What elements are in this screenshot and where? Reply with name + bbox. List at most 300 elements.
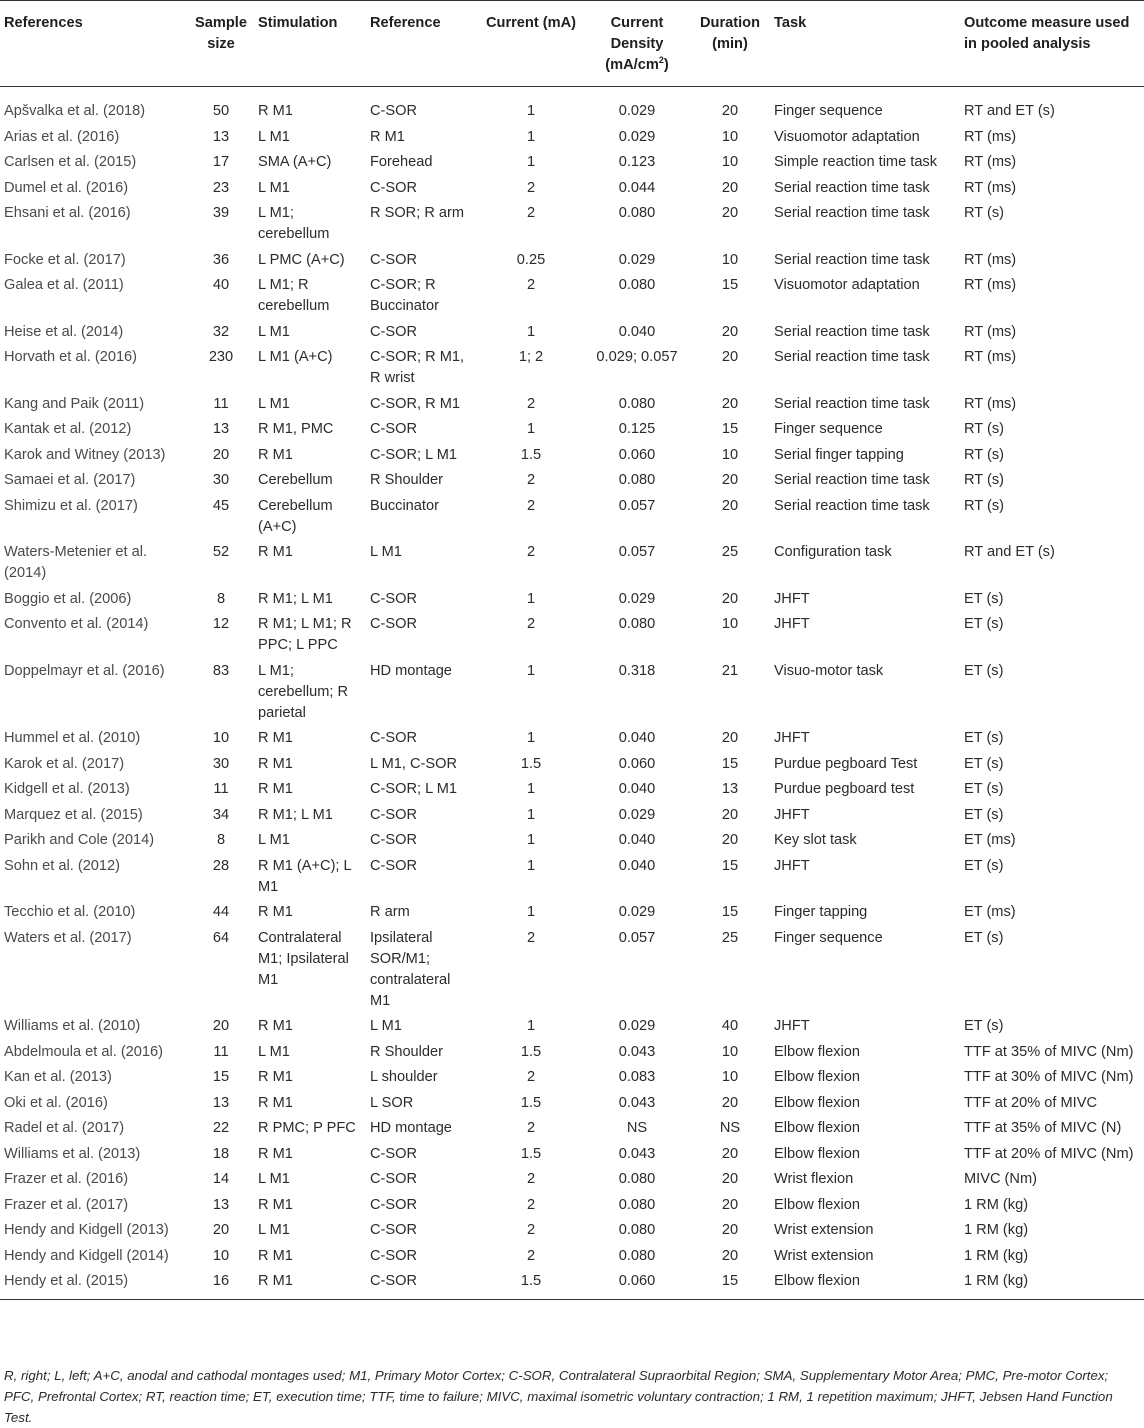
- cell-stimulation-site: Cerebellum (A+C): [258, 497, 333, 535]
- header-task: Task: [770, 1, 960, 87]
- table-row: [0, 775, 1144, 801]
- cell-sample-size: 15: [212, 1069, 230, 1085]
- cell-sample-size: 8: [216, 832, 226, 848]
- table-row: [0, 440, 1144, 466]
- cell-reference-electrode: Buccinator: [370, 497, 439, 514]
- cell-stimulation-site: L M1: [258, 1171, 290, 1187]
- cell-sample-size: 40: [212, 277, 230, 293]
- table-row: [0, 1267, 1144, 1300]
- cell-reference-electrode: C-SOR: [370, 1145, 418, 1162]
- header-density-superscript: 2: [658, 55, 664, 65]
- cell-outcome-measure: TTF at 20% of MIVC (Nm): [964, 1145, 1134, 1162]
- cell-reference-electrode: C-SOR: [370, 832, 418, 848]
- table-footnote: R, right; L, left; A+C, anodal and cathodal montages used; M1, Primary Motor Cortex; C-SOR, Contralateral Supraorbital Region; SMA, Supplementary Motor Area; PMC, Pre-motor Cortex; PFC, Prefrontal Cortex; RT, reaction time; ET, execution time; TTF, time to failure; MIVC, maximal isometric voluntary contraction; 1 RM, 1 repetition maximum; JHFT, Jebsen Hand Function Test.: [4, 1368, 1113, 1425]
- table-row: [0, 1037, 1144, 1063]
- cell-reference-study: Heise et al. (2014): [4, 323, 124, 340]
- cell-sample-size: 18: [212, 1145, 230, 1162]
- cell-task: Serial reaction time task: [774, 472, 930, 488]
- cell-reference-electrode: C-SOR: [370, 323, 418, 340]
- cell-reference-study: Abdelmoula et al. (2016): [4, 1043, 164, 1060]
- table-row: [0, 1114, 1144, 1140]
- cell-stimulation-site: L M1: [258, 832, 290, 848]
- cell-reference-study: Convento et al. (2014): [4, 616, 149, 632]
- cell-current-ma: 2: [526, 616, 536, 632]
- table-row: [0, 343, 1144, 390]
- cell-duration-min: 21: [721, 662, 739, 679]
- cell-task: Key slot task: [774, 832, 857, 848]
- cell-reference-study: Shimizu et al. (2017): [4, 497, 138, 514]
- cell-sample-size: 22: [212, 1120, 230, 1136]
- cell-current-ma: 1: [526, 781, 536, 797]
- cell-current-density: 0.043: [618, 1043, 656, 1060]
- cell-outcome-measure: RT (ms): [964, 349, 1017, 365]
- table-row: [0, 1088, 1144, 1114]
- cell-reference-study: Boggio et al. (2006): [4, 590, 132, 607]
- cell-reference-study: Parikh and Cole (2014): [4, 832, 155, 848]
- cell-duration-min: 15: [721, 755, 739, 772]
- cell-duration-min: 20: [721, 323, 739, 340]
- cell-outcome-measure: 1 RM (kg): [964, 1222, 1029, 1238]
- cell-stimulation-site: L M1; R cerebellum: [258, 277, 330, 314]
- cell-outcome-measure: 1 RM (kg): [964, 1196, 1029, 1213]
- cell-reference-study: Samaei et al. (2017): [4, 472, 136, 488]
- cell-stimulation-site: R M1: [258, 544, 293, 560]
- cell-task: Serial reaction time task: [774, 349, 930, 365]
- table-body: [0, 87, 1144, 1300]
- cell-duration-min: 20: [721, 806, 739, 823]
- cell-sample-size: 13: [212, 421, 230, 437]
- cell-task: Serial reaction time task: [774, 251, 930, 268]
- cell-sample-size: 13: [212, 128, 230, 145]
- cell-outcome-measure: TTF at 35% of MIVC (N): [964, 1120, 1122, 1136]
- cell-reference-electrode: R arm: [370, 904, 410, 920]
- cell-duration-min: 10: [721, 1043, 739, 1060]
- cell-reference-study: Karok and Witney (2013): [4, 446, 166, 463]
- cell-outcome-measure: RT (s): [964, 205, 1004, 221]
- cell-stimulation-site: R M1: [258, 904, 293, 920]
- cell-current-ma: 1: [526, 1018, 536, 1034]
- cell-task: Serial finger tapping: [774, 446, 904, 463]
- cell-task: Visuomotor adaptation: [774, 128, 920, 145]
- cell-current-density: 0.044: [618, 179, 656, 196]
- cell-task: Configuration task: [774, 544, 892, 560]
- cell-reference-study: Ehsani et al. (2016): [4, 205, 131, 221]
- cell-reference-electrode: C-SOR, R M1: [370, 395, 460, 412]
- cell-reference-study: Carlsen et al. (2015): [4, 154, 137, 170]
- cell-reference-study: Kidgell et al. (2013): [4, 781, 130, 797]
- cell-reference-study: Marquez et al. (2015): [4, 806, 143, 823]
- cell-current-density: 0.040: [618, 323, 656, 340]
- cell-current-ma: 2: [526, 1171, 536, 1187]
- cell-duration-min: 13: [721, 781, 739, 797]
- cell-stimulation-site: R M1: [254, 1267, 366, 1300]
- cell-reference-electrode: C-SOR: [370, 421, 418, 437]
- table-row: [0, 389, 1144, 415]
- table-row: [0, 724, 1144, 750]
- cell-current-ma: 0.25: [516, 251, 546, 268]
- cell-task: Wrist flexion: [774, 1171, 854, 1187]
- cell-task: JHFT: [774, 1018, 810, 1034]
- cell-reference-electrode: HD montage: [370, 662, 452, 679]
- cell-task: Visuomotor adaptation: [774, 277, 920, 293]
- cell-sample-size: 50: [212, 103, 230, 119]
- cell-current-ma: 1.5: [478, 1267, 584, 1300]
- cell-duration-min: 25: [721, 544, 739, 560]
- table-row: [0, 1190, 1144, 1216]
- cell-reference-electrode: C-SOR: [370, 179, 418, 196]
- cell-duration-min: 20: [721, 497, 739, 514]
- cell-current-ma: 1: [526, 103, 536, 119]
- table-row: [0, 199, 1144, 246]
- cell-stimulation-site: SMA (A+C): [258, 154, 332, 170]
- cell-stimulation-site: R M1: [258, 1018, 293, 1034]
- table-row: [0, 317, 1144, 343]
- cell-outcome-measure: TTF at 20% of MIVC: [964, 1094, 1097, 1111]
- cell-sample-size: 83: [212, 662, 230, 679]
- cell-outcome-measure: RT (s): [964, 497, 1004, 514]
- cell-task: Elbow flexion: [774, 1043, 860, 1060]
- cell-current-density: 0.057: [618, 497, 656, 514]
- header-current-density: [584, 1, 690, 87]
- cell-task: JHFT: [774, 590, 810, 607]
- cell-current-ma: 1.5: [520, 446, 542, 463]
- cell-task: Elbow flexion: [774, 1145, 860, 1162]
- cell-reference-study: Kang and Paik (2011): [4, 395, 145, 412]
- cell-reference-study: Arias et al. (2016): [4, 128, 120, 145]
- cell-outcome-measure: ET (s): [964, 662, 1004, 679]
- cell-current-density: 0.080: [618, 1171, 656, 1187]
- table-row: [0, 245, 1144, 271]
- cell-stimulation-site: R M1: [258, 730, 293, 746]
- cell-current-ma: 1; 2: [518, 349, 544, 365]
- cell-current-density: 0.043: [618, 1094, 656, 1111]
- cell-current-ma: 2: [526, 1069, 536, 1085]
- cell-reference-electrode: C-SOR: [370, 590, 418, 607]
- cell-reference-study: Kantak et al. (2012): [4, 421, 132, 437]
- cell-duration-min: 20: [721, 1145, 739, 1162]
- cell-duration-min: 20: [721, 205, 739, 221]
- cell-sample-size: 23: [212, 179, 230, 196]
- cell-stimulation-site: R M1 (A+C); L M1: [258, 857, 352, 895]
- cell-reference-electrode: L M1: [370, 544, 402, 560]
- cell-reference-study: Galea et al. (2011): [4, 277, 124, 293]
- cell-sample-size: 16: [188, 1267, 254, 1300]
- cell-stimulation-site: L M1; cerebellum; R parietal: [258, 662, 349, 721]
- cell-stimulation-site: Contralateral M1; Ipsilateral M1: [258, 929, 349, 988]
- cell-current-density: 0.029; 0.057: [596, 349, 678, 365]
- cell-outcome-measure: RT and ET (s): [964, 103, 1055, 119]
- cell-sample-size: 10: [212, 1247, 230, 1264]
- cell-task: Purdue pegboard test: [774, 781, 915, 797]
- cell-current-density: 0.040: [618, 781, 656, 797]
- cell-duration-min: 20: [721, 1094, 739, 1111]
- cell-outcome-measure: TTF at 30% of MIVC (Nm): [964, 1069, 1134, 1085]
- cell-reference-study: Frazer et al. (2017): [4, 1196, 129, 1213]
- cell-reference-electrode: L shoulder: [370, 1069, 438, 1085]
- cell-duration-min: 20: [721, 1196, 739, 1213]
- cell-duration-min: 15: [721, 857, 739, 874]
- cell-current-density: 0.083: [618, 1069, 656, 1085]
- cell-stimulation-site: L M1: [258, 395, 290, 412]
- cell-task: Serial reaction time task: [774, 497, 930, 514]
- cell-outcome-measure: RT (s): [964, 421, 1004, 437]
- table-row: [0, 898, 1144, 924]
- cell-sample-size: 30: [212, 472, 230, 488]
- cell-reference-study: Radel et al. (2017): [4, 1120, 125, 1136]
- header-stimulation: Stimulation: [254, 1, 366, 87]
- cell-current-density: 0.318: [618, 662, 656, 679]
- cell-reference-electrode: R SOR; R arm: [370, 205, 465, 221]
- cell-current-density: 0.029: [618, 904, 656, 920]
- cell-reference-study: Apšvalka et al. (2018): [4, 103, 146, 119]
- cell-stimulation-site: L M1: [258, 1043, 290, 1060]
- cell-current-ma: 2: [526, 1120, 536, 1136]
- cell-sample-size: 20: [212, 1018, 230, 1034]
- cell-reference-electrode: C-SOR; L M1: [370, 446, 458, 463]
- cell-task: Purdue pegboard Test: [774, 755, 918, 772]
- cell-current-density: 0.043: [618, 1145, 656, 1162]
- cell-current-density: 0.029: [618, 128, 656, 145]
- cell-task: Wrist extension: [774, 1247, 874, 1264]
- cell-sample-size: 230: [208, 349, 234, 365]
- table-row: [0, 491, 1144, 538]
- cell-current-density: 0.040: [618, 832, 656, 848]
- cell-reference-electrode: C-SOR: [370, 251, 418, 268]
- cell-task: Simple reaction time task: [774, 154, 938, 170]
- cell-stimulation-site: R M1: [258, 1069, 293, 1085]
- cell-stimulation-site: R M1, PMC: [258, 421, 334, 437]
- cell-task: Serial reaction time task: [774, 395, 930, 412]
- cell-duration-min: 10: [721, 251, 739, 268]
- cell-outcome-measure: RT (s): [964, 472, 1004, 488]
- header-density-text: Current Density (mA/cm: [605, 15, 664, 73]
- cell-duration-min: 20: [721, 832, 739, 848]
- cell-task: Serial reaction time task: [774, 179, 930, 196]
- cell-reference-electrode: L M1: [370, 1018, 402, 1034]
- cell-outcome-measure: ET (s): [964, 590, 1004, 607]
- cell-stimulation-site: L M1: [258, 128, 290, 145]
- cell-reference-electrode: L M1, C-SOR: [370, 755, 458, 772]
- cell-reference-electrode: R Shoulder: [370, 1043, 444, 1060]
- cell-reference-electrode: C-SOR: [370, 730, 418, 746]
- cell-task: Finger tapping: [774, 904, 868, 920]
- cell-outcome-measure: RT (ms): [964, 277, 1017, 293]
- header-reference: Reference: [366, 1, 478, 87]
- cell-current-ma: 2: [526, 395, 536, 412]
- cell-reference-study: Oki et al. (2016): [4, 1094, 108, 1111]
- cell-current-density: 0.080: [618, 205, 656, 221]
- cell-stimulation-site: R M1: [258, 1247, 293, 1264]
- cell-reference-electrode: L SOR: [370, 1094, 414, 1111]
- cell-reference-study: Dumel et al. (2016): [4, 179, 129, 196]
- cell-stimulation-site: R M1: [258, 781, 293, 797]
- cell-sample-size: 11: [213, 781, 229, 797]
- cell-task: JHFT: [774, 806, 810, 823]
- cell-outcome-measure: MIVC (Nm): [964, 1171, 1037, 1187]
- cell-sample-size: 30: [212, 755, 230, 772]
- cell-current-ma: 1.5: [520, 1145, 542, 1162]
- cell-sample-size: 11: [213, 395, 229, 412]
- cell-current-ma: 1: [526, 662, 536, 679]
- cell-current-density: 0.040: [618, 730, 656, 746]
- cell-outcome-measure: RT (ms): [964, 395, 1017, 412]
- cell-current-ma: 2: [526, 205, 536, 221]
- cell-stimulation-site: Cerebellum: [258, 472, 333, 488]
- cell-reference-electrode: C-SOR: [370, 103, 418, 119]
- cell-reference-electrode: C-SOR; R Buccinator: [370, 277, 439, 314]
- cell-current-density: 0.123: [618, 154, 656, 170]
- cell-outcome-measure: ET (s): [964, 929, 1004, 946]
- cell-current-ma: 2: [526, 497, 536, 514]
- cell-stimulation-site: R M1: [258, 446, 293, 463]
- cell-task: JHFT: [774, 616, 810, 632]
- table-row: [0, 148, 1144, 174]
- cell-outcome-measure: RT (ms): [964, 251, 1017, 268]
- cell-task: Elbow flexion: [770, 1267, 960, 1300]
- cell-sample-size: 32: [212, 323, 230, 340]
- table-row: [0, 415, 1144, 441]
- cell-task: Finger sequence: [774, 929, 883, 946]
- table-row: [0, 851, 1144, 898]
- cell-current-ma: 2: [526, 544, 536, 560]
- cell-reference-study: Kan et al. (2013): [4, 1069, 112, 1085]
- cell-task: Serial reaction time task: [774, 323, 930, 340]
- cell-reference-electrode: R M1: [370, 128, 405, 145]
- cell-stimulation-site: R M1; L M1: [258, 590, 333, 607]
- cell-task: Finger sequence: [774, 421, 883, 437]
- cell-current-density: NS: [626, 1120, 648, 1136]
- header-sample-size: [188, 1, 254, 87]
- table-row: [0, 923, 1144, 1012]
- cell-current-density: 0.057: [618, 544, 656, 560]
- cell-reference-study: Hendy and Kidgell (2014): [4, 1247, 169, 1264]
- cell-current-density: 0.060: [618, 446, 656, 463]
- cell-sample-size: 44: [212, 904, 230, 920]
- cell-current-density: 0.029: [618, 806, 656, 823]
- cell-outcome-measure: ET (s): [964, 755, 1004, 772]
- header-density-close: ): [663, 57, 669, 73]
- cell-task: Finger sequence: [774, 103, 883, 119]
- cell-reference-electrode: Ipsilateral SOR/M1; contralateral M1: [370, 929, 451, 1009]
- cell-sample-size: 36: [212, 251, 230, 268]
- cell-current-ma: 1.5: [520, 755, 542, 772]
- cell-duration-min: 20: [721, 590, 739, 607]
- table-row: [0, 173, 1144, 199]
- table-row: [0, 538, 1144, 585]
- cell-outcome-measure: RT (ms): [964, 154, 1017, 170]
- table-row: [0, 1139, 1144, 1165]
- cell-current-density: 0.029: [618, 103, 656, 119]
- cell-duration-min: 20: [721, 395, 739, 412]
- cell-current-ma: 2: [526, 472, 536, 488]
- cell-reference-study: Williams et al. (2013): [4, 1145, 141, 1162]
- cell-sample-size: 45: [212, 497, 230, 514]
- cell-reference-electrode: C-SOR; L M1: [370, 781, 458, 797]
- cell-reference-electrode: C-SOR: [370, 1247, 418, 1264]
- cell-outcome-measure: RT (ms): [964, 128, 1017, 145]
- cell-current-density: 0.060: [584, 1267, 690, 1300]
- cell-current-density: 0.040: [618, 857, 656, 874]
- cell-reference-electrode: C-SOR: [370, 1222, 418, 1238]
- cell-outcome-measure: ET (ms): [964, 832, 1016, 848]
- cell-stimulation-site: L M1: [258, 323, 290, 340]
- table-row: [0, 584, 1144, 610]
- cell-duration-min: 20: [721, 1171, 739, 1187]
- cell-duration-min: 25: [721, 929, 739, 946]
- cell-task: Elbow flexion: [774, 1196, 860, 1213]
- cell-reference-electrode: C-SOR: [370, 806, 418, 823]
- cell-current-ma: 2: [526, 277, 536, 293]
- cell-current-ma: 1: [526, 832, 536, 848]
- cell-outcome-measure: TTF at 35% of MIVC (Nm): [964, 1043, 1134, 1060]
- cell-current-density: 0.080: [618, 472, 656, 488]
- cell-reference-electrode: R Shoulder: [370, 472, 444, 488]
- cell-task: Serial reaction time task: [774, 205, 930, 221]
- cell-duration-min: 10: [721, 1069, 739, 1085]
- cell-reference-study: Karok et al. (2017): [4, 755, 125, 772]
- cell-sample-size: 13: [212, 1196, 230, 1213]
- table-row: [0, 800, 1144, 826]
- cell-stimulation-site: L M1: [258, 1222, 290, 1238]
- cell-current-density: 0.080: [618, 1196, 656, 1213]
- cell-sample-size: 34: [212, 806, 230, 823]
- cell-outcome-measure: 1 RM (kg): [964, 1247, 1029, 1264]
- table-row: [0, 466, 1144, 492]
- cell-reference-study: Tecchio et al. (2010): [4, 904, 136, 920]
- cell-current-density: 0.080: [618, 1222, 656, 1238]
- cell-stimulation-site: L M1: [258, 179, 290, 196]
- cell-reference-study: Williams et al. (2010): [4, 1018, 141, 1034]
- cell-duration-min: 15: [721, 904, 739, 920]
- cell-current-ma: 1: [526, 904, 536, 920]
- cell-current-density: 0.029: [618, 1018, 656, 1034]
- cell-current-ma: 1: [526, 590, 536, 607]
- cell-outcome-measure: RT (s): [964, 446, 1004, 463]
- header-outcome: Outcome measure used in pooled analysis: [960, 1, 1144, 87]
- cell-current-ma: 1: [526, 730, 536, 746]
- cell-reference-electrode: C-SOR: [370, 857, 418, 874]
- cell-stimulation-site: R M1: [258, 1196, 293, 1213]
- cell-duration-min: 20: [721, 349, 739, 365]
- cell-current-ma: 2: [526, 929, 536, 946]
- cell-current-ma: 1: [526, 128, 536, 145]
- cell-sample-size: 20: [212, 1222, 230, 1238]
- cell-stimulation-site: R M1: [258, 755, 293, 772]
- cell-current-ma: 2: [526, 1247, 536, 1264]
- cell-sample-size: 39: [212, 205, 230, 221]
- cell-outcome-measure: ET (ms): [964, 904, 1016, 920]
- cell-duration-min: 10: [721, 154, 739, 170]
- cell-reference-electrode: C-SOR: [370, 616, 418, 632]
- table-row: [0, 1165, 1144, 1191]
- cell-current-density: 0.060: [618, 755, 656, 772]
- header-current: Current (mA): [478, 1, 584, 87]
- table-row: [0, 1012, 1144, 1038]
- table-row: [0, 122, 1144, 148]
- cell-current-ma: 2: [526, 179, 536, 196]
- cell-duration-min: 15: [721, 277, 739, 293]
- cell-sample-size: 10: [212, 730, 230, 746]
- cell-current-ma: 1.5: [520, 1094, 542, 1111]
- cell-outcome-measure: 1 RM (kg): [960, 1267, 1144, 1300]
- cell-sample-size: 13: [212, 1094, 230, 1111]
- cell-reference-study: Hendy et al. (2015): [0, 1267, 188, 1300]
- table-row: [0, 87, 1144, 123]
- cell-reference-study: Waters-Metenier et al. (2014): [4, 544, 148, 581]
- table-row: [0, 610, 1144, 657]
- cell-stimulation-site: L M1; cerebellum: [258, 205, 330, 242]
- cell-duration-min: 10: [721, 128, 739, 145]
